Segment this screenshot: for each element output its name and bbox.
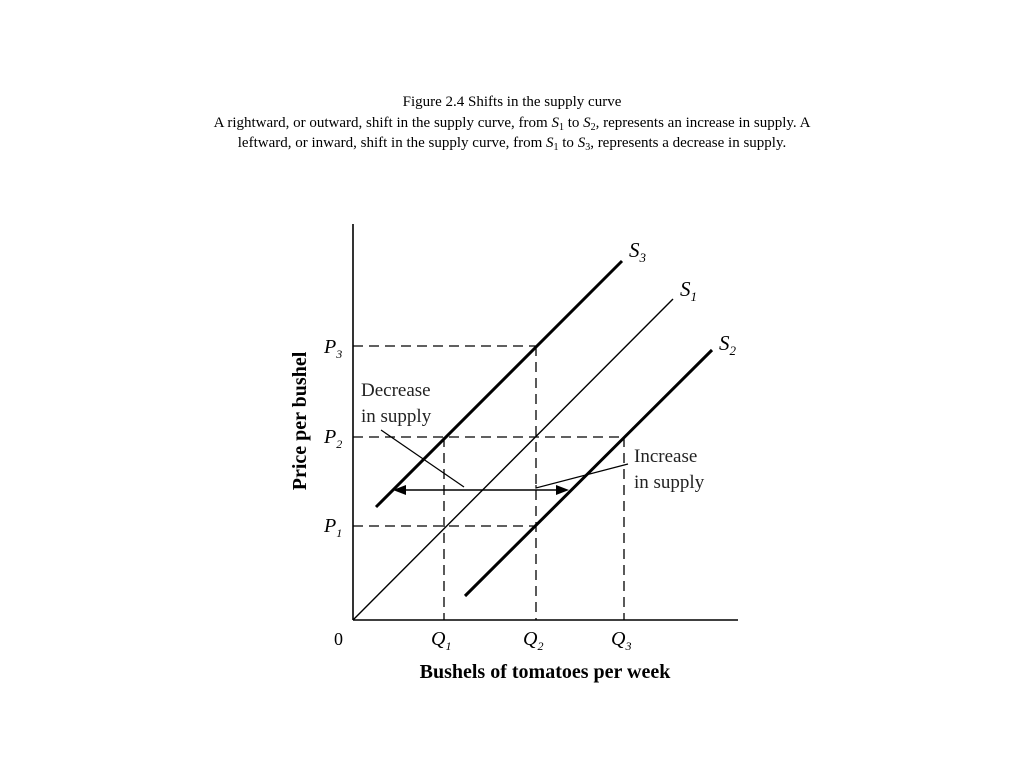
quantity-tick-q1: $Q_1$ (431, 628, 452, 653)
x-axis-title: Bushels of tomatoes per week (419, 661, 671, 683)
quantity-tick-q2: $Q_2$ (523, 628, 544, 653)
curve-label-s2: $S_2$ (719, 331, 736, 358)
price-tick-p1: $P_1$ (324, 515, 343, 540)
curve-label-s1: $S_1$ (680, 277, 697, 304)
caption-title: Figure 2.4 Shifts in the supply curve (402, 94, 622, 110)
quantity-tick-q3: $Q_3$ (611, 628, 632, 653)
decrease-annotation-line2: in supply (361, 406, 432, 427)
increase-leader-line (536, 464, 628, 488)
price-tick-p3: $P_3$ (324, 336, 343, 361)
curve-label-s3: $S_3$ (629, 238, 646, 265)
caption-body: A rightward, or outward, shift in the supply curve, from $S_1$ to $S_2$, represents an increase in supply. A leftward, or inward, shift in the supply curve, from $S_1$ to $S_3$, represents a decrease in supply. (213, 114, 811, 153)
decrease-annotation-line1: Decrease (361, 380, 431, 401)
decrease-leader-line (381, 430, 464, 487)
y-axis-title: Price per bushel (289, 351, 311, 491)
origin-label: 0 (334, 629, 343, 649)
price-tick-p2: $P_2$ (324, 426, 343, 451)
increase-annotation-line1: Increase (634, 446, 698, 467)
increase-annotation-line2: in supply (634, 472, 705, 493)
supply-curve-s1 (353, 299, 673, 620)
